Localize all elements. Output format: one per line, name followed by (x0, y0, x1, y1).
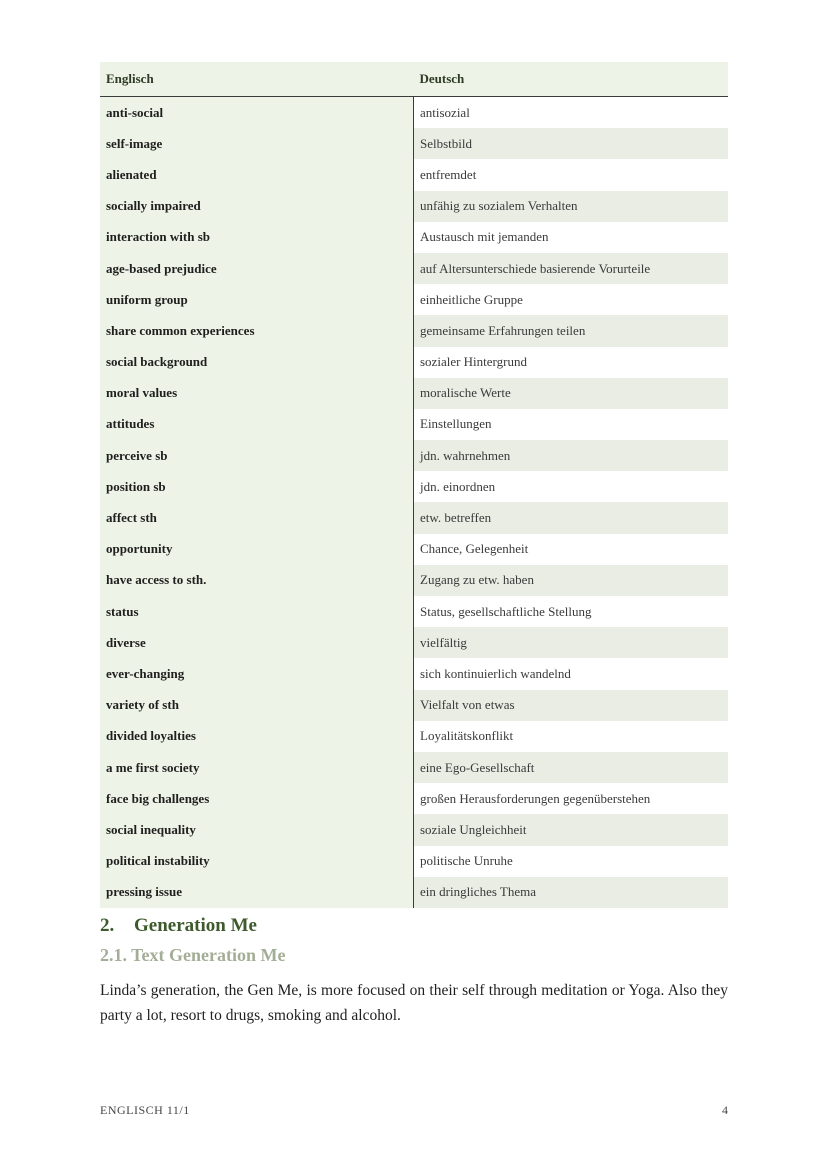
table-row (100, 440, 728, 471)
english-term: political instability (100, 846, 414, 877)
table-row (100, 534, 728, 565)
table-row (100, 315, 728, 346)
english-term: social inequality (100, 814, 414, 845)
english-term: uniform group (100, 284, 414, 315)
footer-page-number: 4 (722, 1103, 728, 1117)
german-translation: entfremdet (414, 159, 729, 190)
english-term: diverse (100, 627, 414, 658)
german-translation: ein dringliches Thema (414, 877, 729, 908)
table-row (100, 191, 728, 222)
english-term: socially impaired (100, 191, 414, 222)
english-term: pressing issue (100, 877, 414, 908)
vocabulary-table (100, 62, 728, 908)
table-row (100, 565, 728, 596)
english-term: alienated (100, 159, 414, 190)
table-row (100, 471, 728, 502)
table-row (100, 877, 728, 908)
english-term: divided loyalties (100, 721, 414, 752)
table-row (100, 347, 728, 378)
section-title: Generation Me (134, 915, 257, 936)
german-translation: Zugang zu etw. haben (414, 565, 729, 596)
table-row (100, 409, 728, 440)
german-translation: Vielfalt von etwas (414, 690, 729, 721)
english-term: face big challenges (100, 783, 414, 814)
table-row (100, 783, 728, 814)
section-heading (100, 915, 257, 937)
table-row (100, 690, 728, 721)
german-translation: politische Unruhe (414, 846, 729, 877)
german-translation: sozialer Hintergrund (414, 347, 729, 378)
german-translation: gemeinsame Erfahrungen teilen (414, 315, 729, 346)
german-translation: Loyalitätskonflikt (414, 721, 729, 752)
english-term: a me first society (100, 752, 414, 783)
table-row (100, 627, 728, 658)
german-translation: Status, gesellschaftliche Stellung (414, 596, 729, 627)
english-term: age-based prejudice (100, 253, 414, 284)
german-translation: vielfältig (414, 627, 729, 658)
table-row (100, 658, 728, 689)
english-term: perceive sb (100, 440, 414, 471)
english-term: self-image (100, 128, 414, 159)
english-term: attitudes (100, 409, 414, 440)
german-translation: Austausch mit jemanden (414, 222, 729, 253)
english-term: moral values (100, 378, 414, 409)
english-term: anti-social (100, 97, 414, 129)
german-translation: einheitliche Gruppe (414, 284, 729, 315)
german-translation: moralische Werte (414, 378, 729, 409)
german-translation: jdn. wahrnehmen (414, 440, 729, 471)
german-translation: antisozial (414, 97, 729, 129)
german-translation: etw. betreffen (414, 502, 729, 533)
column-header-german: Deutsch (414, 62, 729, 97)
section-number: 2. (100, 915, 115, 936)
english-term: opportunity (100, 534, 414, 565)
german-translation: auf Altersunterschiede basierende Vorurteile (414, 253, 729, 284)
german-translation: sich kontinuierlich wandelnd (414, 658, 729, 689)
table-row (100, 596, 728, 627)
english-term: have access to sth. (100, 565, 414, 596)
table-row (100, 253, 728, 284)
german-translation: großen Herausforderungen gegenüberstehen (414, 783, 729, 814)
german-translation: eine Ego-Gesellschaft (414, 752, 729, 783)
table-row (100, 378, 728, 409)
table-row (100, 159, 728, 190)
english-term: variety of sth (100, 690, 414, 721)
table-row (100, 284, 728, 315)
table-row (100, 502, 728, 533)
table-row (100, 846, 728, 877)
german-translation: unfähig zu sozialem Verhalten (414, 191, 729, 222)
english-term: ever-changing (100, 658, 414, 689)
english-term: position sb (100, 471, 414, 502)
body-paragraph: Linda’s generation, the Gen Me, is more focused on their self through meditation or Yoga. Also they party a lot, resort to drugs, smoking and alcohol. (100, 982, 728, 1024)
table-row (100, 97, 728, 129)
english-term: social background (100, 347, 414, 378)
german-translation: soziale Ungleichheit (414, 814, 729, 845)
table-row (100, 222, 728, 253)
table-row (100, 128, 728, 159)
subsection-heading: 2.1. Text Generation Me (100, 945, 286, 965)
german-translation: Chance, Gelegenheit (414, 534, 729, 565)
german-translation: jdn. einordnen (414, 471, 729, 502)
english-term: status (100, 596, 414, 627)
table-row (100, 752, 728, 783)
table-body (100, 97, 728, 908)
table-header-row (100, 62, 728, 97)
table-row (100, 814, 728, 845)
table-row (100, 721, 728, 752)
german-translation: Selbstbild (414, 128, 729, 159)
german-translation: Einstellungen (414, 409, 729, 440)
column-header-english: Englisch (100, 62, 414, 97)
english-term: share common experiences (100, 315, 414, 346)
english-term: interaction with sb (100, 222, 414, 253)
english-term: affect sth (100, 502, 414, 533)
footer-course-label: ENGLISCH 11/1 (100, 1103, 190, 1117)
